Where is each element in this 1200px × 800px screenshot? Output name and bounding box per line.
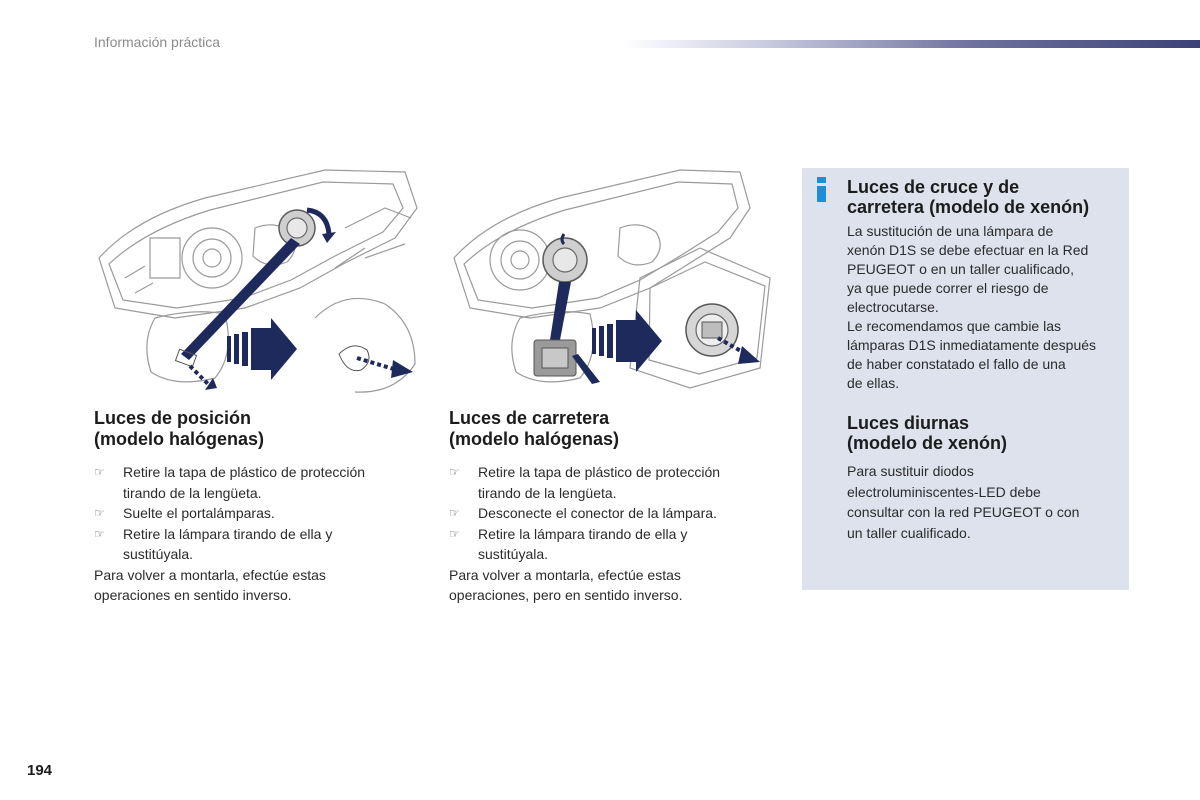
step-item: ☞ Suelte el portalámparas. xyxy=(94,503,414,524)
daytime-lights-body: Para sustituir diodos electroluminiscentes-LED debe consultar con la red PEUGEOT o con un taller cualificado. xyxy=(847,463,1080,541)
position-lights-steps xyxy=(94,462,414,565)
main-beam-section xyxy=(449,408,769,606)
pointing-finger-icon: ☞ xyxy=(94,465,105,479)
position-lights-title: Luces de posición (modelo halógenas) xyxy=(94,408,265,449)
xenon-info-body: La sustitución de una lámpara de xenón D1S se debe efectuar en la Red PEUGEOT o en un taller cualificado, ya que puede correr el riesgo de electrocutarse. Le recomendamos que cambie las lámparas D1S inmediatamente después de haber constatado el fallo de una de ellas. xyxy=(847,223,1097,391)
page-number: 194 xyxy=(27,762,53,779)
main-beam-illustration xyxy=(450,168,776,398)
pointing-finger-icon: ☞ xyxy=(449,506,460,520)
step-item: ☞ Retire la lámpara tirando de ella y sustitúyala. xyxy=(449,525,688,562)
step-item: ☞ Retire la lámpara tirando de ella y sustitúyala. xyxy=(94,525,333,562)
pointing-finger-icon: ☞ xyxy=(94,526,105,541)
pointing-finger-icon: ☞ xyxy=(449,465,460,479)
headlamp-rear-diagram-main-beam xyxy=(450,168,776,398)
xenon-info-box xyxy=(802,168,1129,590)
step-item: ☞ Retire la tapa de plástico de protección tirando de la lengüeta. xyxy=(449,464,721,501)
step-item: ☞ Desconecte el conector de la lámpara. xyxy=(449,503,769,524)
main-beam-title: Luces de carretera (modelo halógenas) xyxy=(449,408,620,449)
position-lights-closing: Para volver a montarla, efectúe estas operaciones en sentido inverso. xyxy=(94,566,326,603)
section-header-label: Información práctica xyxy=(94,34,221,50)
main-beam-steps xyxy=(449,462,769,565)
pointing-finger-icon: ☞ xyxy=(449,526,460,541)
header-gradient-bar xyxy=(622,40,1200,48)
step-item: ☞ Retire la tapa de plástico de protección tirando de la lengüeta. xyxy=(94,464,366,501)
main-beam-closing: Para volver a montarla, efectúe estas operaciones, pero en sentido inverso. xyxy=(449,566,683,603)
headlamp-rear-diagram-position xyxy=(95,168,421,398)
position-lights-illustration xyxy=(95,168,421,398)
position-lights-section xyxy=(94,408,414,606)
xenon-info-title: Luces de cruce y de carretera (modelo de xenón) xyxy=(847,177,1090,217)
pointing-finger-icon: ☞ xyxy=(94,506,105,520)
info-icon xyxy=(816,176,828,202)
daytime-lights-title: Luces diurnas (modelo de xenón) xyxy=(847,413,1008,453)
